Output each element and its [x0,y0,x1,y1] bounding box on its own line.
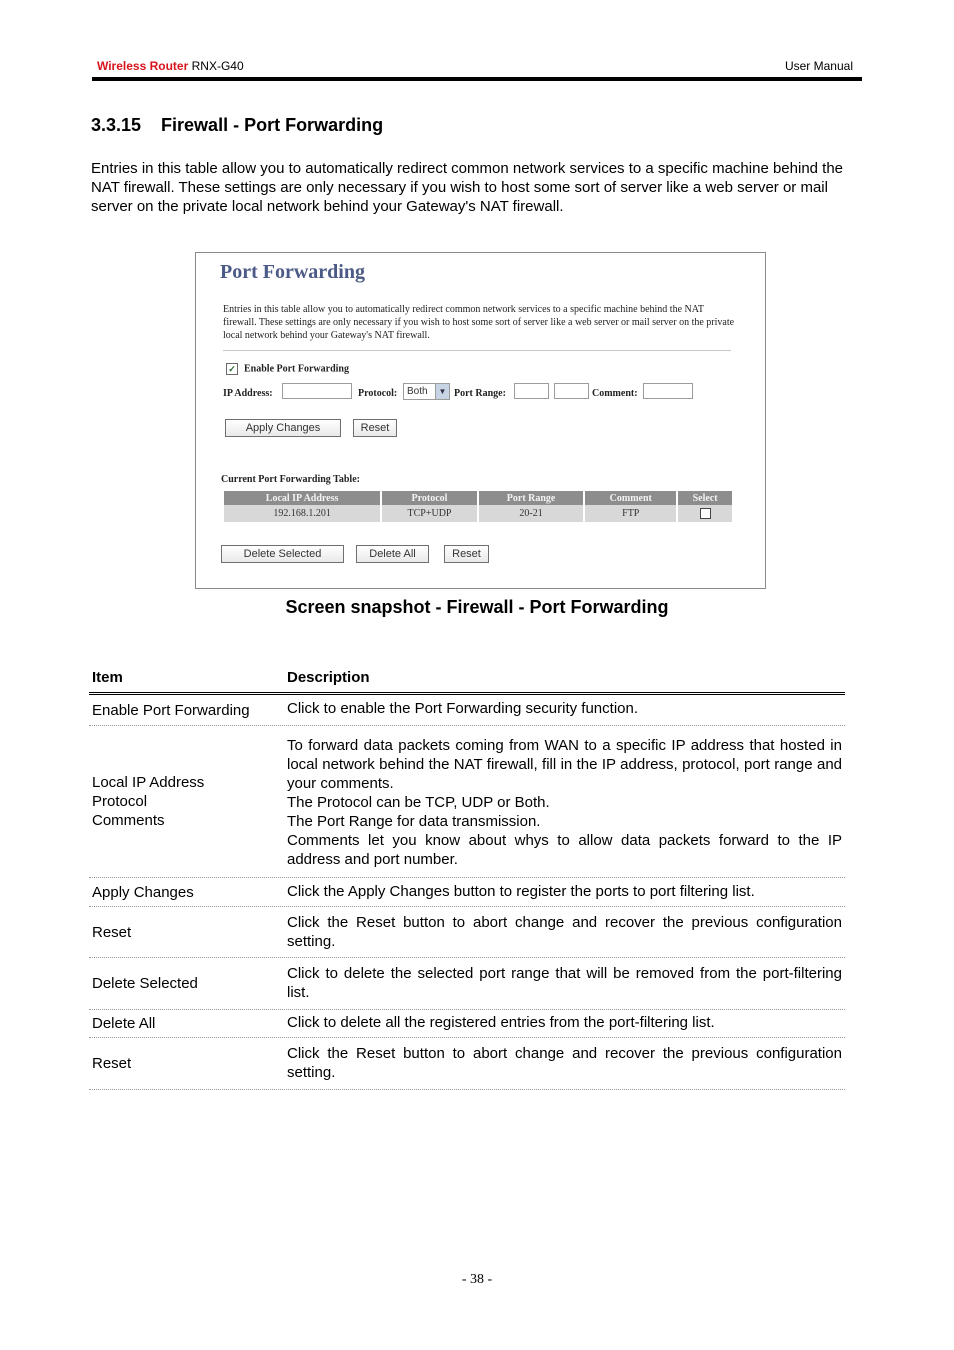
panel-divider [223,350,731,351]
protocol-select-value: Both [407,386,428,397]
ip-address-label: IP Address: [223,388,273,399]
desc-line: To forward data packets coming from WAN to a specific IP address that hosted in local network behind the NAT firewall, fill in the IP address, protocol, port range and your comments. [287,737,842,792]
row-item: Enable Port Forwarding [92,701,250,719]
protocol-label: Protocol: [358,388,398,399]
page-number: - 38 - [461,1272,493,1287]
header-rule [92,77,862,81]
chevron-down-icon: ▼ [435,384,449,399]
table-row [89,878,845,907]
row-item: Reset [92,1055,132,1072]
intro-paragraph: Entries in this table allow you to automatically redirect common network services to a specific machine behind the NAT firewall. These settings are only necessary if you wish to host some sort of server like a web server or mail server on the private local network behind your Gateway's NAT firewall. [91,160,844,215]
row-item: Delete All [92,1015,156,1032]
item-protocol: Protocol [92,793,148,810]
column-local-ip: Local IP Address [224,491,380,505]
desc-line: The Port Range for data transmission. [287,813,541,830]
column-protocol: Protocol [382,491,477,505]
column-port-range: Port Range [479,491,584,505]
panel-description: Entries in this table allow you to automatically redirect common network services to a specific machine behind the NAT firewall. These settings are only necessary if you wish to host some sort of server like a web server or mail server on the private local network behind your Gateway's NAT firewall. [223,304,735,341]
forwarding-table-title: Current Port Forwarding Table: [221,474,360,485]
desc-line: Comments let you know about whys to allow data packets forward to the IP address and port number. [287,832,842,868]
row-select-checkbox[interactable] [700,508,711,519]
table-row [224,505,732,522]
row-description: Click the Reset button to abort change and recover the previous configuration setting. [287,914,842,950]
description-table [89,666,845,1090]
protocol-select[interactable] [403,383,450,400]
row-description: Click to delete all the registered entries from the port-filtering list. [287,1014,715,1031]
table-row [89,695,845,726]
cell-select [678,505,732,522]
column-select: Select [678,491,732,505]
forwarding-table [222,491,734,522]
item-comments: Comments [92,812,165,829]
ip-address-input[interactable] [282,383,352,399]
row-item: Apply Changes [92,883,194,901]
comment-label: Comment: [592,388,638,399]
table-row [89,726,845,878]
cell-local-ip: 192.168.1.201 [224,505,380,522]
screenshot-panel [195,252,766,589]
enable-label: Enable Port Forwarding [244,363,349,375]
row-description: Click the Apply Changes button to register the ports to port filtering list. [287,883,755,900]
panel-title: Port Forwarding [220,261,365,283]
enable-row [226,363,349,375]
table-row [89,958,845,1010]
port-range-start-input[interactable] [514,383,549,399]
header-brand: Wireless Router [97,59,189,73]
desc-line: The Protocol can be TCP, UDP or Both. [287,794,550,811]
section-title-text: Firewall - Port Forwarding [161,115,384,135]
reset-button[interactable]: Reset [353,419,397,437]
header-description: Description [287,669,370,686]
row-description: Click the Reset button to abort change and recover the previous configuration setting. [287,1045,842,1081]
delete-all-button[interactable]: Delete All [356,545,429,563]
port-range-end-input[interactable] [554,383,589,399]
apply-changes-button[interactable]: Apply Changes [225,419,341,437]
row-item [92,726,282,877]
section-number: 3.3.15 [91,115,142,135]
header-doc-type: User Manual [784,59,853,73]
section-title [91,115,383,136]
table-row [89,907,845,958]
cell-port-range: 20-21 [479,505,584,522]
row-description: Click to enable the Port Forwarding security function. [287,700,638,717]
header-item: Item [92,669,123,686]
header-model: RNX-G40 [191,59,244,73]
column-comment: Comment [585,491,676,505]
table-reset-button[interactable]: Reset [444,545,489,563]
row-description: Click to delete the selected port range that will be removed from the port-filtering list. [287,965,842,1001]
enable-checkbox[interactable]: ✓ [226,363,238,375]
cell-protocol: TCP+UDP [382,505,477,522]
port-range-label: Port Range: [454,388,506,399]
comment-input[interactable] [643,383,693,399]
header-left [97,59,244,73]
row-item: Reset [92,923,132,941]
row-description [287,726,842,869]
table-row [89,1010,845,1038]
description-table-header [89,666,845,695]
table-row [89,1038,845,1090]
item-local-ip: Local IP Address [92,774,205,791]
figure-caption: Screen snapshot - Firewall - Port Forwarding [285,597,669,617]
cell-comment: FTP [585,505,676,522]
delete-selected-button[interactable]: Delete Selected [221,545,344,563]
row-item: Delete Selected [92,975,198,992]
